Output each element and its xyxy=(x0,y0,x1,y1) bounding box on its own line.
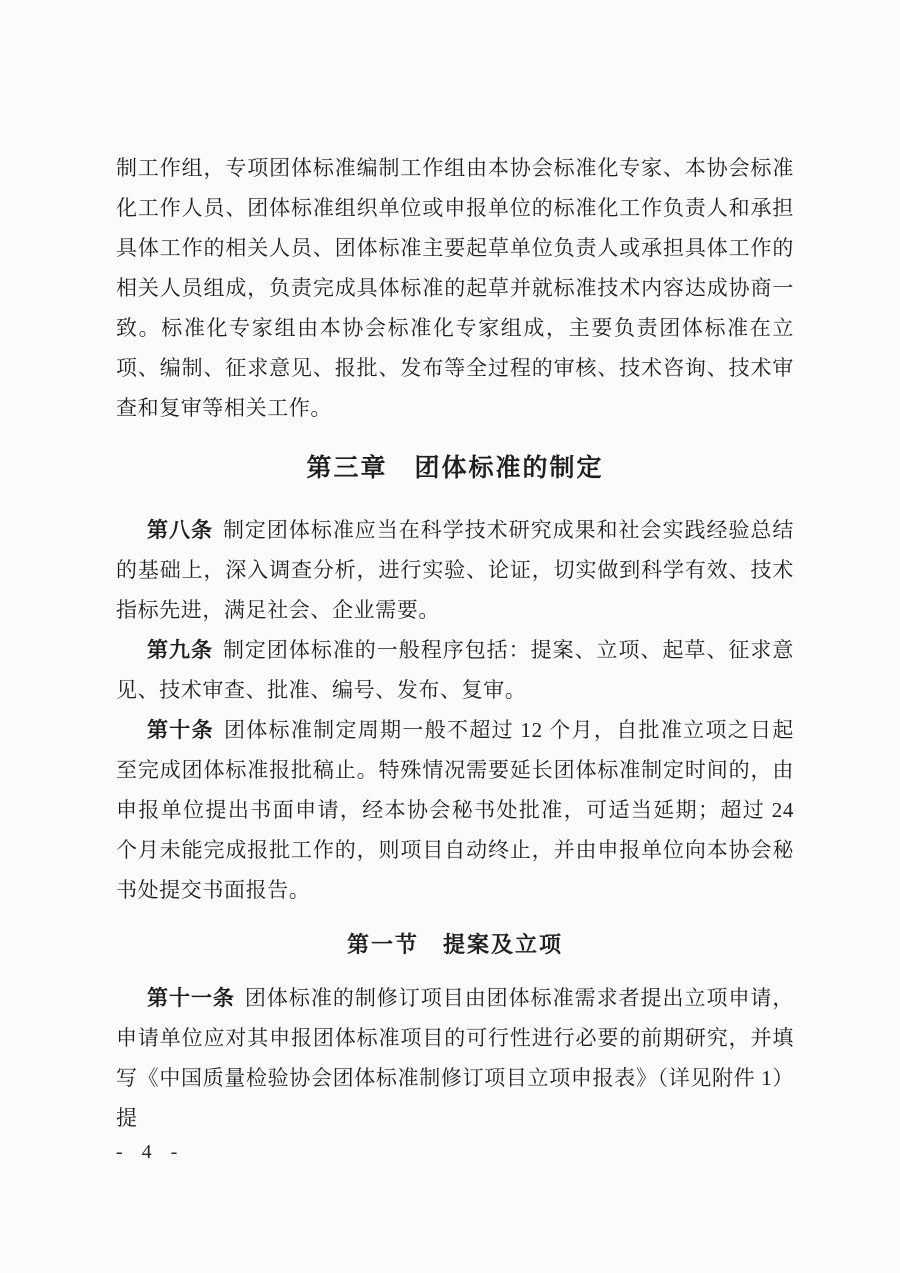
continuation-paragraph: 制工作组，专项团体标准编制工作组由本协会标准化专家、本协会标准化工作人员、团体标准组织单位或申报单位的标准化工作负责人和承担具体工作的相关人员、团体标准主要起草单位负责人或承担具体工作的相关人员组成，负责完成具体标准的起草并就标准技术内容达成协商一致。标准化专家组由本协会标准化专家组成，主要负责团体标准在立项、编制、征求意见、报批、发布等全过程的审核、技术咨询、技术审查和复审等相关工作。 xyxy=(116,156,794,420)
article-10-paragraph xyxy=(116,710,794,910)
chapter-heading: 第三章 团体标准的制定 xyxy=(306,454,604,482)
document-body xyxy=(116,148,794,1138)
article-10-text: 团体标准制定周期一般不超过 12 个月，自批准立项之日起至完成团体标准报批稿止。特殊情况需要延长团体标准制定时间的，由申报单位提出书面申请，经本协会秘书处批准，可适当延期；超过 24 个月未能完成报批工作的，则项目自动终止，并由申报单位向本协会秘书处提交书面报告。 xyxy=(116,718,794,902)
article-10-label: 第十条 xyxy=(147,718,214,742)
section-heading: 第一节 提案及立项 xyxy=(346,932,563,957)
article-11-paragraph xyxy=(116,978,794,1138)
article-9-text: 制定团体标准的一般程序包括：提案、立项、起草、征求意见、技术审查、批准、编号、发布、复审。 xyxy=(116,638,794,702)
article-8-label: 第八条 xyxy=(147,518,213,542)
page-number: - 4 - xyxy=(116,1141,185,1163)
article-9-paragraph xyxy=(116,630,794,710)
article-9-label: 第九条 xyxy=(147,638,213,662)
article-11-text: 团体标准的制修订项目由团体标准需求者提出立项申请，申请单位应对其申报团体标准项目的可行性进行必要的前期研究，并填写《中国质量检验协会团体标准制修订项目立项申报表》（详见附件 1）提 xyxy=(116,986,794,1130)
article-8-paragraph xyxy=(116,510,794,630)
article-11-label: 第十一条 xyxy=(147,986,235,1010)
article-8-text: 制定团体标准应当在科学技术研究成果和社会实践经验总结的基础上，深入调查分析，进行实验、论证，切实做到科学有效、技术指标先进，满足社会、企业需要。 xyxy=(116,518,794,622)
